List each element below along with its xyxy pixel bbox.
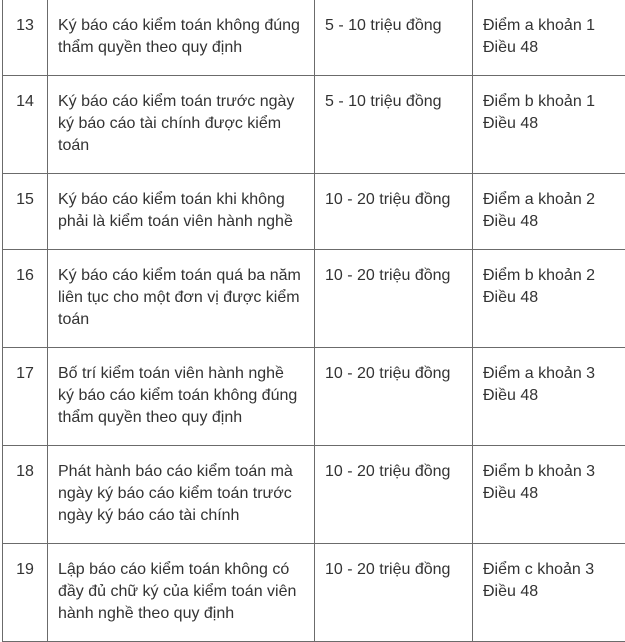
penalty-table-body [3, 0, 625, 642]
legal-reference-cell: Điểm b khoản 2 Điều 48 [473, 250, 625, 348]
table-row [3, 174, 625, 250]
legal-reference-cell: Điểm b khoản 3 Điều 48 [473, 446, 625, 544]
fine-cell: 10 - 20 triệu đồng [315, 544, 473, 642]
violation-cell: Lập báo cáo kiểm toán không có đầy đủ chữ ký của kiểm toán viên hành nghề theo quy định [48, 544, 315, 642]
violation-cell: Ký báo cáo kiểm toán không đúng thẩm quyền theo quy định [48, 0, 315, 76]
legal-reference-cell: Điểm a khoản 2 Điều 48 [473, 174, 625, 250]
row-number: 14 [3, 76, 48, 174]
fine-cell: 10 - 20 triệu đồng [315, 446, 473, 544]
table-row [3, 76, 625, 174]
row-number: 16 [3, 250, 48, 348]
fine-cell: 5 - 10 triệu đồng [315, 0, 473, 76]
violation-cell: Ký báo cáo kiểm toán trước ngày ký báo cáo tài chính được kiểm toán [48, 76, 315, 174]
legal-reference-cell: Điểm a khoản 1 Điều 48 [473, 0, 625, 76]
legal-reference-cell: Điểm a khoản 3 Điều 48 [473, 348, 625, 446]
table-row [3, 0, 625, 76]
row-number: 17 [3, 348, 48, 446]
fine-cell: 10 - 20 triệu đồng [315, 174, 473, 250]
legal-reference-cell: Điểm c khoản 3 Điều 48 [473, 544, 625, 642]
table-row [3, 544, 625, 642]
table-row [3, 446, 625, 544]
row-number: 15 [3, 174, 48, 250]
violation-cell: Ký báo cáo kiểm toán khi không phải là kiểm toán viên hành nghề [48, 174, 315, 250]
violation-cell: Bố trí kiểm toán viên hành nghề ký báo cáo kiểm toán không đúng thẩm quyền theo quy định [48, 348, 315, 446]
row-number: 13 [3, 0, 48, 76]
row-number: 18 [3, 446, 48, 544]
violation-cell: Ký báo cáo kiểm toán quá ba năm liên tục cho một đơn vị được kiểm toán [48, 250, 315, 348]
table-row [3, 250, 625, 348]
row-number: 19 [3, 544, 48, 642]
fine-cell: 10 - 20 triệu đồng [315, 250, 473, 348]
legal-reference-cell: Điểm b khoản 1 Điều 48 [473, 76, 625, 174]
penalty-table [2, 0, 625, 642]
fine-cell: 5 - 10 triệu đồng [315, 76, 473, 174]
table-row [3, 348, 625, 446]
violation-cell: Phát hành báo cáo kiểm toán mà ngày ký báo cáo kiểm toán trước ngày ký báo cáo tài chính [48, 446, 315, 544]
fine-cell: 10 - 20 triệu đồng [315, 348, 473, 446]
